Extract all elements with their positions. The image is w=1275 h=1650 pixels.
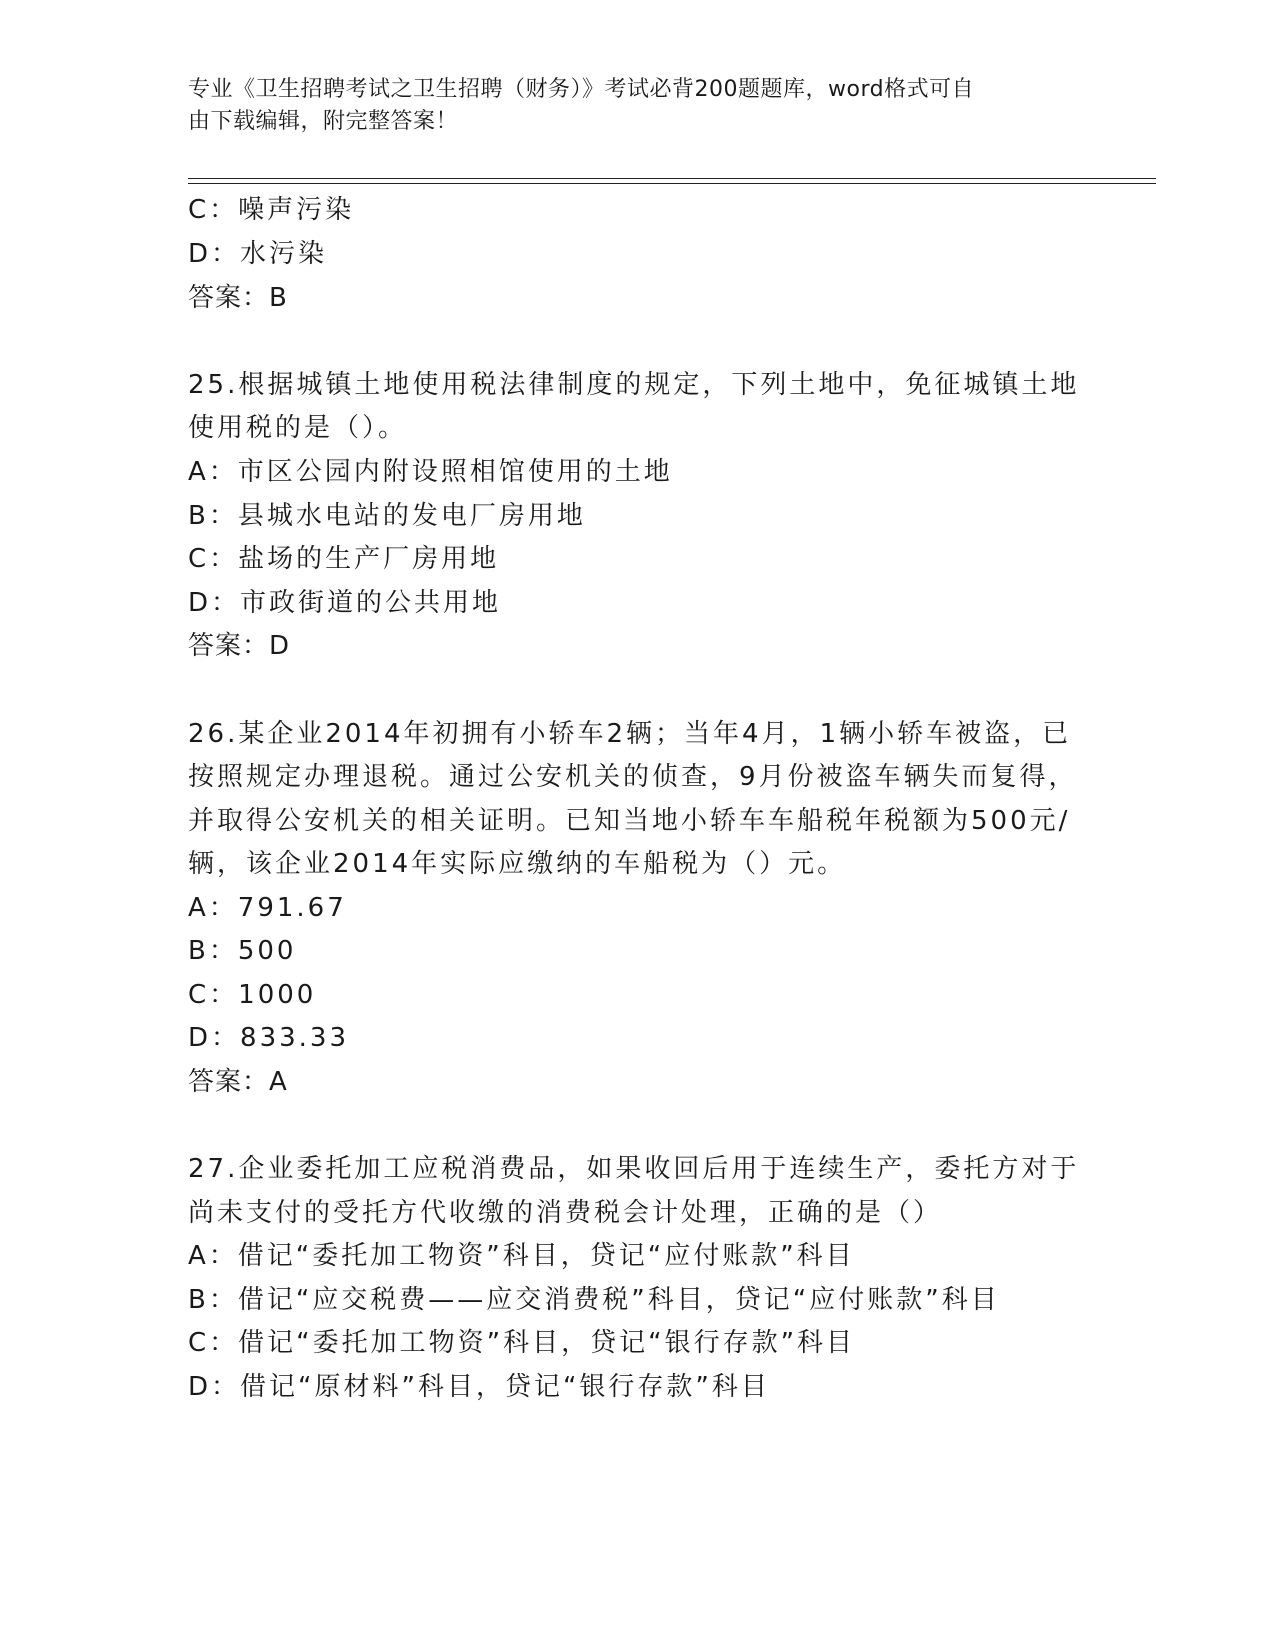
header-line-1: 专业《卫生招聘考试之卫生招聘（财务）》考试必背200题题库，word格式可自 [188,77,975,102]
q25-stem-line-2: 使用税的是（）。 [188,413,408,443]
q26-stem-line-2: 按照规定办理退税。通过公安机关的侦查，9月份被盗车辆失而复得， [188,762,1078,792]
prev-answer: 答案：B [188,283,288,313]
q25-option-d: D：市政街道的公共用地 [188,588,502,618]
q25-option-b: B：县城水电站的发电厂房用地 [188,501,586,531]
q25-answer: 答案：D [188,631,291,661]
q27-option-a: A：借记“委托加工物资”科目，贷记“应付账款”科目 [188,1241,855,1271]
q26-option-c: C：1000 [188,980,317,1010]
q27-stem-line-1: 27.企业委托加工应税消费品，如果收回后用于连续生产，委托方对于 [188,1154,1080,1184]
prev-option-c: C：噪声污染 [188,195,355,225]
q27-option-c: C：借记“委托加工物资”科目，贷记“银行存款”科目 [188,1328,856,1358]
q25-stem-line-1: 25.根据城镇土地使用税法律制度的规定，下列土地中，免征城镇土地 [188,370,1080,400]
q26-stem-line-1: 26.某企业2014年初拥有小轿车2辆；当年4月，1辆小轿车被盗，已 [188,719,1072,749]
q27-option-d: D：借记“原材料”科目，贷记“银行存款”科目 [188,1372,770,1402]
q26-answer: 答案：A [188,1067,288,1097]
prev-option-d: D：水污染 [188,239,328,269]
header-divider-bottom [188,183,1156,184]
q26-option-a: A：791.67 [188,893,347,923]
q26-option-b: B：500 [188,936,297,966]
q25-option-a: A：市区公园内附设照相馆使用的土地 [188,457,673,487]
q26-stem-line-3: 并取得公安机关的相关证明。已知当地小轿车车船税年税额为500元/ [188,806,1071,836]
q27-stem-line-2: 尚未支付的受托方代收缴的消费税会计处理，正确的是（） [188,1198,943,1228]
q25-option-c: C：盐场的生产厂房用地 [188,544,500,574]
q26-stem-line-4: 辆，该企业2014年实际应缴纳的车船税为（）元。 [188,849,847,879]
header-line-2: 由下载编辑，附完整答案！ [188,109,459,134]
document-header [188,74,1088,138]
q27-option-b: B：借记“应交税费——应交消费税”科目，贷记“应付账款”科目 [188,1285,1000,1315]
q26-option-d: D：833.33 [188,1023,349,1053]
header-divider-top [188,178,1156,179]
